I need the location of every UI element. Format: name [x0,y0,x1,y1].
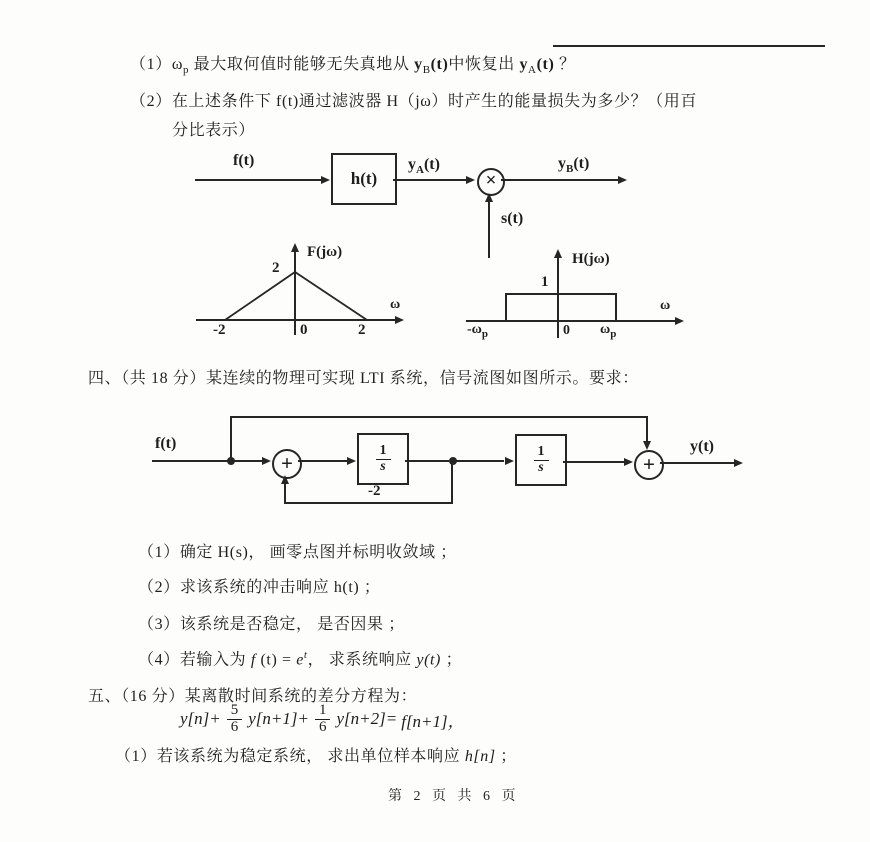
arrowhead-icon [734,459,743,467]
item-number: （2） [130,93,172,110]
signal-line [405,460,449,462]
ya-symbol: y [519,56,529,73]
omega-symbol: ω [171,56,183,73]
arrowhead-icon [643,441,651,450]
yb-symbol: y [414,56,423,73]
f-zero-tick: 0 [300,322,308,338]
signal-line [563,461,624,463]
item-text: ， 求系统响应 [307,651,417,669]
eq-term: y[n]+ [180,709,221,728]
question-4-item-3 [138,615,405,635]
item-text: 确定 H(s)， 画零点图并标明收敛域 ； [179,544,457,561]
f-spectrum-triangle [220,268,372,322]
arrowhead-icon [395,316,404,324]
arrowhead-icon [262,457,271,465]
item-number: （4） [138,651,180,669]
question-4-item-4 [138,649,462,670]
question-3-item-2-cont [172,121,255,141]
adder-icon: + [634,450,664,480]
item-number: （3） [138,616,180,633]
arrowhead-icon [554,249,562,258]
integrator-box-1: $\frac{1}{s}$ [357,433,409,485]
eq-term: f[n+1]， [401,711,465,731]
yb-subscript: B [422,64,431,77]
f-xneg-tick: -2 [213,322,226,338]
h-height-value: 1 [541,274,549,290]
item-text: (t) = [255,651,297,669]
item-text: 在上述条件下 f(t)通过滤波器 H（jω）时产生的能量损失为多少？（用百 [171,93,697,110]
heading-text: 五、（16 分）某离散时间系统的差分方程为： [88,688,418,705]
e-symbol: e [296,651,304,669]
s-label: s(t) [501,210,524,227]
difference-equation [180,703,465,735]
fraction-5-6: $\frac{5}{6}$ [227,703,243,736]
feedback-line [284,483,286,504]
f-peak-value: 2 [272,260,280,276]
h-spectrum-title: H(jω) [572,251,610,267]
h-symbol: h[n] [464,748,496,765]
question-4-item-1 [138,543,457,563]
y-symbol: y(t) [416,651,441,669]
feedback-line [451,461,453,504]
header-rule [553,45,825,47]
feedforward-line [230,416,232,461]
item-text: 若输入为 [179,651,251,669]
ya-arg: (t) [536,56,555,73]
adder-icon: + [272,449,302,479]
omega-subscript: p [182,64,190,77]
feedback-gain-label: -2 [368,483,381,499]
item-number: （1） [138,544,180,561]
heading-text: 四、（共 18 分）某连续的物理可实现 LTI 系统，信号流图如图所示。要求： [88,370,639,387]
f-spectrum-axis-label: ω [390,297,401,312]
signal-line [488,198,490,258]
signal-line [298,460,347,462]
arrowhead-icon [466,176,475,184]
item-text: 分比表示） [172,122,256,139]
ya-label: $y_A(t)$ [408,156,440,177]
arrowhead-icon [321,176,330,184]
eq-term: y[n+2]= [336,709,398,728]
signal-line [501,179,618,181]
item-text: ？ [554,56,576,73]
arrowhead-icon [624,458,633,466]
arrowhead-icon [281,475,289,484]
question-3-item-1 [130,55,576,78]
yb-arg: (t) [430,56,449,73]
item-text: 中恢复出 [448,56,520,73]
signal-line [195,179,321,181]
arrowhead-icon [618,176,627,184]
yb-label: $y_B(t)$ [558,155,590,176]
signal-line [453,460,504,462]
page-number: 第 2 页 共 6 页 [388,789,520,804]
question-4-heading [88,369,639,389]
block-input-label: f(t) [233,152,255,169]
fraction-1-6: $\frac{1}{6}$ [315,703,331,736]
feedback-line [284,502,453,504]
item-text: 最大取何值时能够无失真地从 [189,56,415,73]
signal-line [152,460,231,462]
f-xpos-tick: 2 [358,322,366,338]
ya-subscript: A [528,64,537,77]
multiplier-icon: × [477,168,505,196]
eq-term: y[n+1]+ [248,709,309,728]
signal-line [660,462,734,464]
system-block-ht: h(t) [331,153,397,205]
item-text: 该系统是否稳定， 是否因果 ； [179,616,405,633]
feedforward-line [646,416,648,442]
arrowhead-icon [291,243,299,252]
exponent: t [303,649,308,661]
f-symbol: f [250,651,256,669]
item-number: （2） [138,579,180,596]
flow-input-label: f(t) [155,435,177,452]
h-xneg-tick: $-\omega_p$ [467,322,489,340]
f-spectrum-title: F(jω) [307,244,343,260]
arrowhead-icon [485,193,493,202]
item-number: （1） [115,748,157,765]
h-spectrum-rect [505,293,617,322]
item-text: 若该系统为稳定系统， 求出单位样本响应 [156,748,465,765]
h-spectrum-axis-label: ω [660,298,671,313]
page-footer [388,788,520,806]
item-text: 求该系统的冲击响应 h(t) ； [179,579,381,596]
arrowhead-icon [505,457,514,465]
signal-line [231,460,262,462]
question-3-item-2 [130,92,697,112]
h-xpos-tick: $\omega_p$ [600,322,617,340]
arrowhead-icon [347,457,356,465]
integrator-box-2: $\frac{1}{s}$ [515,434,567,486]
item-text: ； [440,651,463,669]
flow-output-label: y(t) [690,438,714,455]
feedforward-line [230,416,648,418]
question-4-item-2 [138,578,381,598]
item-text: ； [495,748,517,765]
signal-line [393,179,466,181]
arrowhead-icon [675,317,684,325]
item-number: （1） [130,56,172,73]
h-zero-tick: 0 [563,323,570,338]
question-5-item-1 [115,747,517,767]
